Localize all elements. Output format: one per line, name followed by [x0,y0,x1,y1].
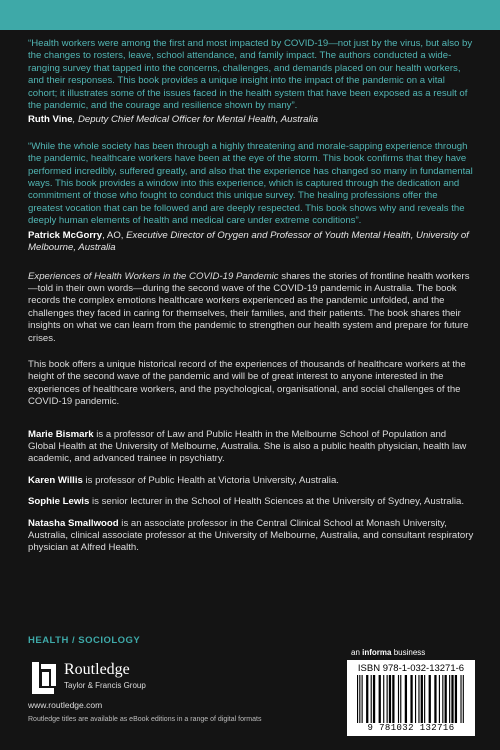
barcode-bar [429,675,431,723]
isbn-label: ISBN 978-1-032-13271-6 [357,663,465,674]
publisher-website: www.routledge.com [28,700,103,710]
barcode-bar [383,675,384,723]
barcode-bar [392,675,394,723]
quote-text: “Health workers were among the first and most impacted by COVID-19—not just by the virus, but also by the changes to rosters, leave, school attendance, and family impact. The authors conducted a wide-ranging survey that tapped into the concerns, challenges, and demands placed on our health workers, and their responses. This book provides a unique insight into the impact of the pandemic on a vital cohort; it illustrates some of the issues faced in the health system that have been exposed as a result of the pandemic, and the courage and resilience shown by many”. [28,38,473,112]
informa-suffix: business [391,648,426,657]
subject-category: HEALTH / SOCIOLOGY [28,635,141,646]
author-name: Sophie Lewis [28,496,90,508]
author-bio-text: is an associate professor in the Central Clinical School at Monash University, Australia, clinical associate professor at the University of Melbourne, Australia, and consultant respiratory physician at Alfred Health. [28,517,474,554]
author-bio [28,429,474,466]
barcode-bar [460,675,461,723]
barcode-bar [366,675,368,723]
barcode-bar [371,675,372,723]
ebook-footnote: Routledge titles are available as eBook editions in a range of digital formats [28,716,262,723]
publisher-logo [28,660,228,700]
publisher-group: Taylor & Francis Group [64,681,146,690]
author-name: Karen Willis [28,474,83,486]
barcode-bar [415,675,416,723]
quote-text: “While the whole society has been through a highly threatening and morale-sapping experience through the pandemic, healthcare workers have been at the eye of the storm. This book confirms that they have performed incredibly, suffered greatly, and also that the experience has changed so many in fundamental ways. This book provides a window into this experience, which is captured through the dedication and commitment of those who fought to conduct this unique survey. The healing professions offer the greatest vocation that can be followed and are deeply respected. This book shows why and reveals the deeply human elements of health and medical care under extreme conditions”. [28,140,473,227]
quote-author-honor: , AO, [102,229,127,241]
description-paragraph-2: This book offers a unique historical record of the experiences of thousands of healthcare workers at the height of the second wave of the pandemic and will be of great interest to anyone interested in the experiences of healthcare workers, and the psychological, organisational, and social challenges of the COVID-19 pandemic. [28,358,466,408]
quote-author-role: , Deputy Chief Medical Officer for Mental Health, Australia [72,114,319,126]
quote-author-name: Ruth Vine [28,114,73,126]
barcode-bar [439,675,440,723]
author-bio-text: is professor of Public Health at Victoria University, Australia. [82,474,339,486]
barcode-bar [410,675,412,723]
barcode-bar [389,675,391,723]
barcode-bar [387,675,388,723]
publisher-name: Routledge [64,661,130,678]
barcode-bar [455,675,457,723]
author-bio [28,475,474,487]
barcode-bars [357,675,465,723]
book-title: Experiences of Health Workers in the COVID-19 Pandemic [28,270,279,282]
barcode-bar [379,675,381,723]
author-bio [28,518,474,555]
informa-prefix: an [351,648,363,657]
barcode-bar [421,675,423,723]
description-text: shares the stories of frontline health workers—told in their own words—during the second wave of the COVID-19 pandemic in Australia. The book records the complex emotions healthcare workers experienced as the pandemic unfolded, and the challenges they faced in caring for themselves, their families, and their patients. The book shares their insights on what we can learn from the pandemic to strengthen our health system and prepare for future crises. [28,270,470,344]
barcode-bar [445,675,447,723]
informa-business-tag [351,648,425,657]
barcode-bar [449,675,450,723]
barcode-bar [424,675,425,723]
isbn-barcode [347,660,475,736]
barcode-bar [398,675,399,723]
barcode-bar [451,675,453,723]
author-bio-text: is senior lecturer in the School of Health Sciences at the University of Sydney, Australia. [89,496,465,508]
routledge-mark-icon [28,660,60,696]
quote-author-role: Executive Director of Orygen and Professor of Youth Mental Health, University of Melbourne, Australia [28,229,469,254]
barcode-bar [362,675,363,723]
top-color-band [0,0,500,30]
barcode-bar [357,675,358,723]
barcode-bar [418,675,419,723]
quote-block-1 [28,38,474,127]
barcode-bar [463,675,464,723]
informa-brand: informa [362,648,392,657]
barcode-bar [373,675,375,723]
author-name: Natasha Smallwood [28,517,119,529]
author-bio-text: is a professor of Law and Public Health in the Melbourne School of Population and Global Health at the University of Melbourne, Australia. She is also a public health physician, health law academic, and advanced trainee in psychiatry. [28,428,467,465]
barcode-bar [400,675,401,723]
quote-attribution [28,114,474,126]
barcode-bar [359,675,360,723]
quote-author-name: Patrick McGorry [28,229,103,241]
back-cover-text [28,38,474,555]
author-name: Marie Bismark [28,428,94,440]
author-bio [28,496,474,508]
barcode-bar [405,675,407,723]
barcode-digits: 9 781032 132716 [367,723,455,733]
barcode-bar [434,675,436,723]
quote-attribution [28,230,474,255]
description-paragraph-1 [28,271,474,345]
quote-block-2 [28,141,474,255]
barcode-bar [442,675,443,723]
